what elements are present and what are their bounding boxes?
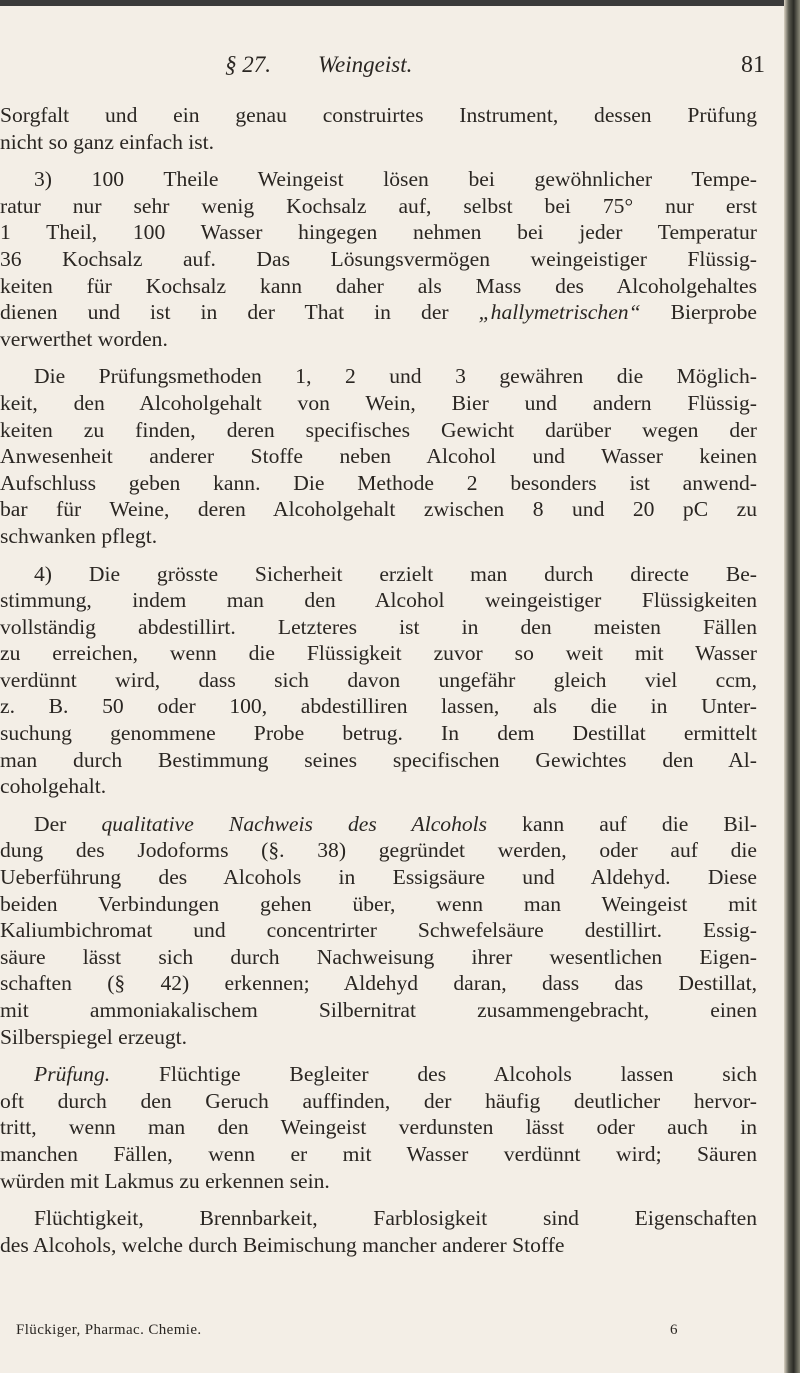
text-line: Aufschluss geben kann. Die Methode 2 besonders ist anwend- <box>0 470 757 495</box>
text-line: dung des Jodoforms (§. 38) gegründet werden, oder auf die <box>0 838 757 863</box>
paragraph <box>0 811 757 1050</box>
paragraph <box>0 166 757 352</box>
text-line: z. B. 50 oder 100, abdestilliren lassen, als die in Unter- <box>0 694 757 719</box>
text-line: stimmung, indem man den Alcohol weingeistiger Flüssigkeiten <box>0 588 757 613</box>
text-line: coholgehalt. <box>0 774 107 799</box>
text-line: manchen Fällen, wenn er mit Wasser verdünnt wird; Säuren <box>0 1141 757 1166</box>
text-line: tritt, wenn man den Weingeist verdunsten lässt oder auch in <box>0 1115 757 1140</box>
paragraph <box>0 1205 757 1258</box>
page-footer <box>16 1322 686 1339</box>
text-line: Anwesenheit anderer Stoffe neben Alcohol und Wasser keinen <box>0 444 757 469</box>
text-line: Die Prüfungsmethoden 1, 2 und 3 gewähren die Möglich- <box>34 364 757 389</box>
paragraph <box>0 561 757 800</box>
text-line: verdünnt wird, dass sich davon ungefähr gleich viel ccm, <box>0 667 757 692</box>
text-line: würden mit Lakmus zu erkennen sein. <box>0 1168 330 1193</box>
text-line: Silberspiegel erzeugt. <box>0 1024 188 1049</box>
text-line: schwanken pflegt. <box>0 523 158 548</box>
text-line: 4) Die grösste Sicherheit erzielt man durch directe Be- <box>34 561 757 586</box>
paragraph <box>0 102 757 155</box>
text-line: verwerthet worden. <box>0 326 168 351</box>
text-line: zu erreichen, wenn die Flüssigkeit zuvor so weit mit Wasser <box>0 641 757 666</box>
text-line: 1 Theil, 100 Wasser hingegen nehmen bei jeder Temperatur <box>0 220 757 245</box>
header-section: § 27. <box>225 52 271 77</box>
page-body <box>0 102 757 1269</box>
top-edge <box>0 0 800 6</box>
text-line: keit, den Alcoholgehalt von Wein, Bier und andern Flüssig- <box>0 390 757 415</box>
text-line: keiten zu finden, deren specifisches Gewicht darüber wegen der <box>0 417 757 442</box>
text-line: suchung genommene Probe betrug. In dem Destillat ermittelt <box>0 721 757 746</box>
text-line: bar für Weine, deren Alcoholgehalt zwischen 8 und 20 pC zu <box>0 497 757 522</box>
text-line: Prüfung. Flüchtige Begleiter des Alcohols lassen sich <box>34 1062 757 1087</box>
page-number: 81 <box>741 52 765 78</box>
text-line: des Alcohols, welche durch Beimischung mancher anderer Stoffe <box>0 1232 565 1257</box>
text-line: 3) 100 Theile Weingeist lösen bei gewöhnlicher Tempe- <box>34 167 757 192</box>
text-line: man durch Bestimmung seines specifischen Gewichtes den Al- <box>0 747 757 772</box>
text-line: Kaliumbichromat und concentrirter Schwefelsäure destillirt. Essig- <box>0 918 757 943</box>
book-spine-edge <box>784 0 800 1373</box>
text-line: ratur nur sehr wenig Kochsalz auf, selbst bei 75° nur erst <box>0 193 757 218</box>
footer-sheet-number: 6 <box>670 1322 678 1338</box>
footer-signature: Flückiger, Pharmac. Chemie. <box>16 1322 202 1338</box>
text-line: Sorgfalt und ein genau construirtes Instrument, dessen Prüfung <box>0 103 757 127</box>
text-line: Der qualitative Nachweis des Alcohols kann auf die Bil- <box>34 811 757 836</box>
text-line: 36 Kochsalz auf. Das Lösungsvermögen weingeistiger Flüssig- <box>0 246 757 271</box>
paragraph <box>0 363 757 549</box>
text-line: säure lässt sich durch Nachweisung ihrer wesentlichen Eigen- <box>0 944 757 969</box>
header-title: Weingeist. <box>318 52 413 77</box>
text-line: nicht so ganz einfach ist. <box>0 129 215 154</box>
text-line: vollständig abdestillirt. Letzteres ist in den meisten Fällen <box>0 614 757 639</box>
text-line: mit ammoniakalischem Silbernitrat zusammengebracht, einen <box>0 998 757 1022</box>
paragraph <box>0 1061 757 1194</box>
running-header <box>0 52 790 92</box>
text-line: beiden Verbindungen gehen über, wenn man Weingeist mit <box>0 891 757 916</box>
text-line: keiten für Kochsalz kann daher als Mass des Alcoholgehaltes <box>0 273 757 298</box>
text-line: dienen und ist in der That in der „hallymetrischen“ Bierprobe <box>0 300 757 325</box>
text-line: Ueberführung des Alcohols in Essigsäure und Aldehyd. Diese <box>0 865 757 890</box>
text-line: oft durch den Geruch auffinden, der häufig deutlicher hervor- <box>0 1088 757 1113</box>
text-line: Flüchtigkeit, Brennbarkeit, Farblosigkeit sind Eigenschaften <box>34 1206 757 1231</box>
text-line: schaften (§ 42) erkennen; Aldehyd daran, dass das Destillat, <box>0 971 757 996</box>
